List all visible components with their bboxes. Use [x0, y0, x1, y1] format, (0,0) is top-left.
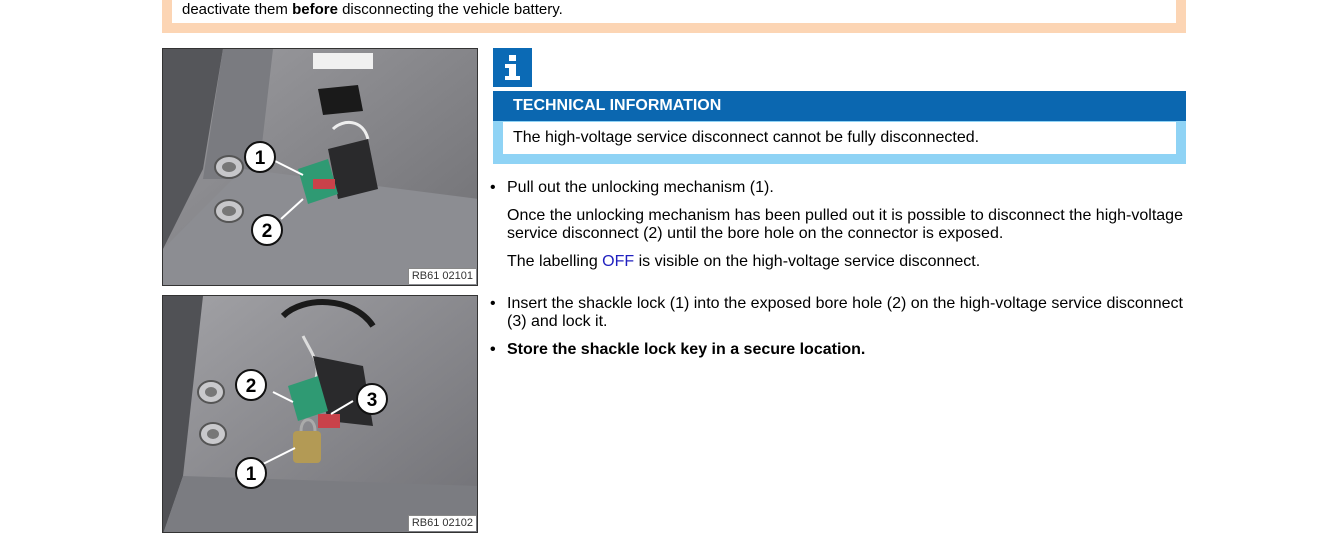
- figure-2-callout-1: 1: [245, 464, 257, 485]
- step-1-para-2-post: is visible on the high-voltage service disconnect.: [634, 253, 981, 270]
- figure-2-code: RB61 02102: [408, 515, 476, 531]
- figure-2-callout-3: 3: [366, 390, 378, 411]
- figure-1-callout-2: 2: [261, 221, 273, 242]
- step-1-para-2-pre: The labelling: [507, 253, 603, 270]
- figure-2-illustration: [163, 296, 478, 533]
- step-1-bullet: [490, 179, 1190, 197]
- figure-2-callout-2: 2: [245, 376, 257, 397]
- technical-information-title: TECHNICAL INFORMATION: [493, 91, 1186, 121]
- step-2: [490, 295, 1190, 359]
- bullet-dot: •: [490, 295, 496, 312]
- info-icon: [493, 48, 532, 87]
- step-2-bullet-1: [490, 295, 1190, 331]
- step-2-bullet-2-text: Store the shackle lock key in a secure location.: [507, 341, 866, 358]
- technical-information-text: The high-voltage service disconnect cannot be fully disconnected.: [503, 122, 1176, 154]
- figure-1-illustration: [163, 49, 478, 286]
- off-label: OFF: [602, 253, 635, 270]
- bullet-dot: •: [490, 179, 496, 196]
- figure-2-photo: [162, 295, 478, 533]
- step-2-bullet-1-text: Insert the shackle lock (1) into the exposed bore hole (2) on the high-voltage service disconnect (3) and lock it.: [507, 295, 1183, 330]
- bullet-dot: •: [490, 341, 496, 358]
- step-1: [490, 179, 1190, 271]
- warning-text-bold: before: [292, 1, 338, 18]
- warning-box: [162, 0, 1186, 33]
- warning-text: [172, 0, 1176, 23]
- step-1-bullet-text: Pull out the unlocking mechanism (1).: [507, 179, 774, 196]
- step-1-para-1: Once the unlocking mechanism has been pulled out it is possible to disconnect the high-voltage service disconnect (2) until the bore hole on the connector is exposed.: [507, 207, 1183, 242]
- figure-1-code: RB61 02101: [408, 268, 476, 284]
- warning-text-post: disconnecting the vehicle battery.: [337, 1, 563, 18]
- figure-1-photo: [162, 48, 478, 286]
- step-1-para-2: [490, 253, 1190, 271]
- warning-text-pre: deactivate them: [182, 1, 293, 18]
- technical-information-box: [493, 91, 1186, 164]
- step-2-bullet-2: [490, 341, 1190, 359]
- figure-1-callout-1: 1: [254, 148, 266, 169]
